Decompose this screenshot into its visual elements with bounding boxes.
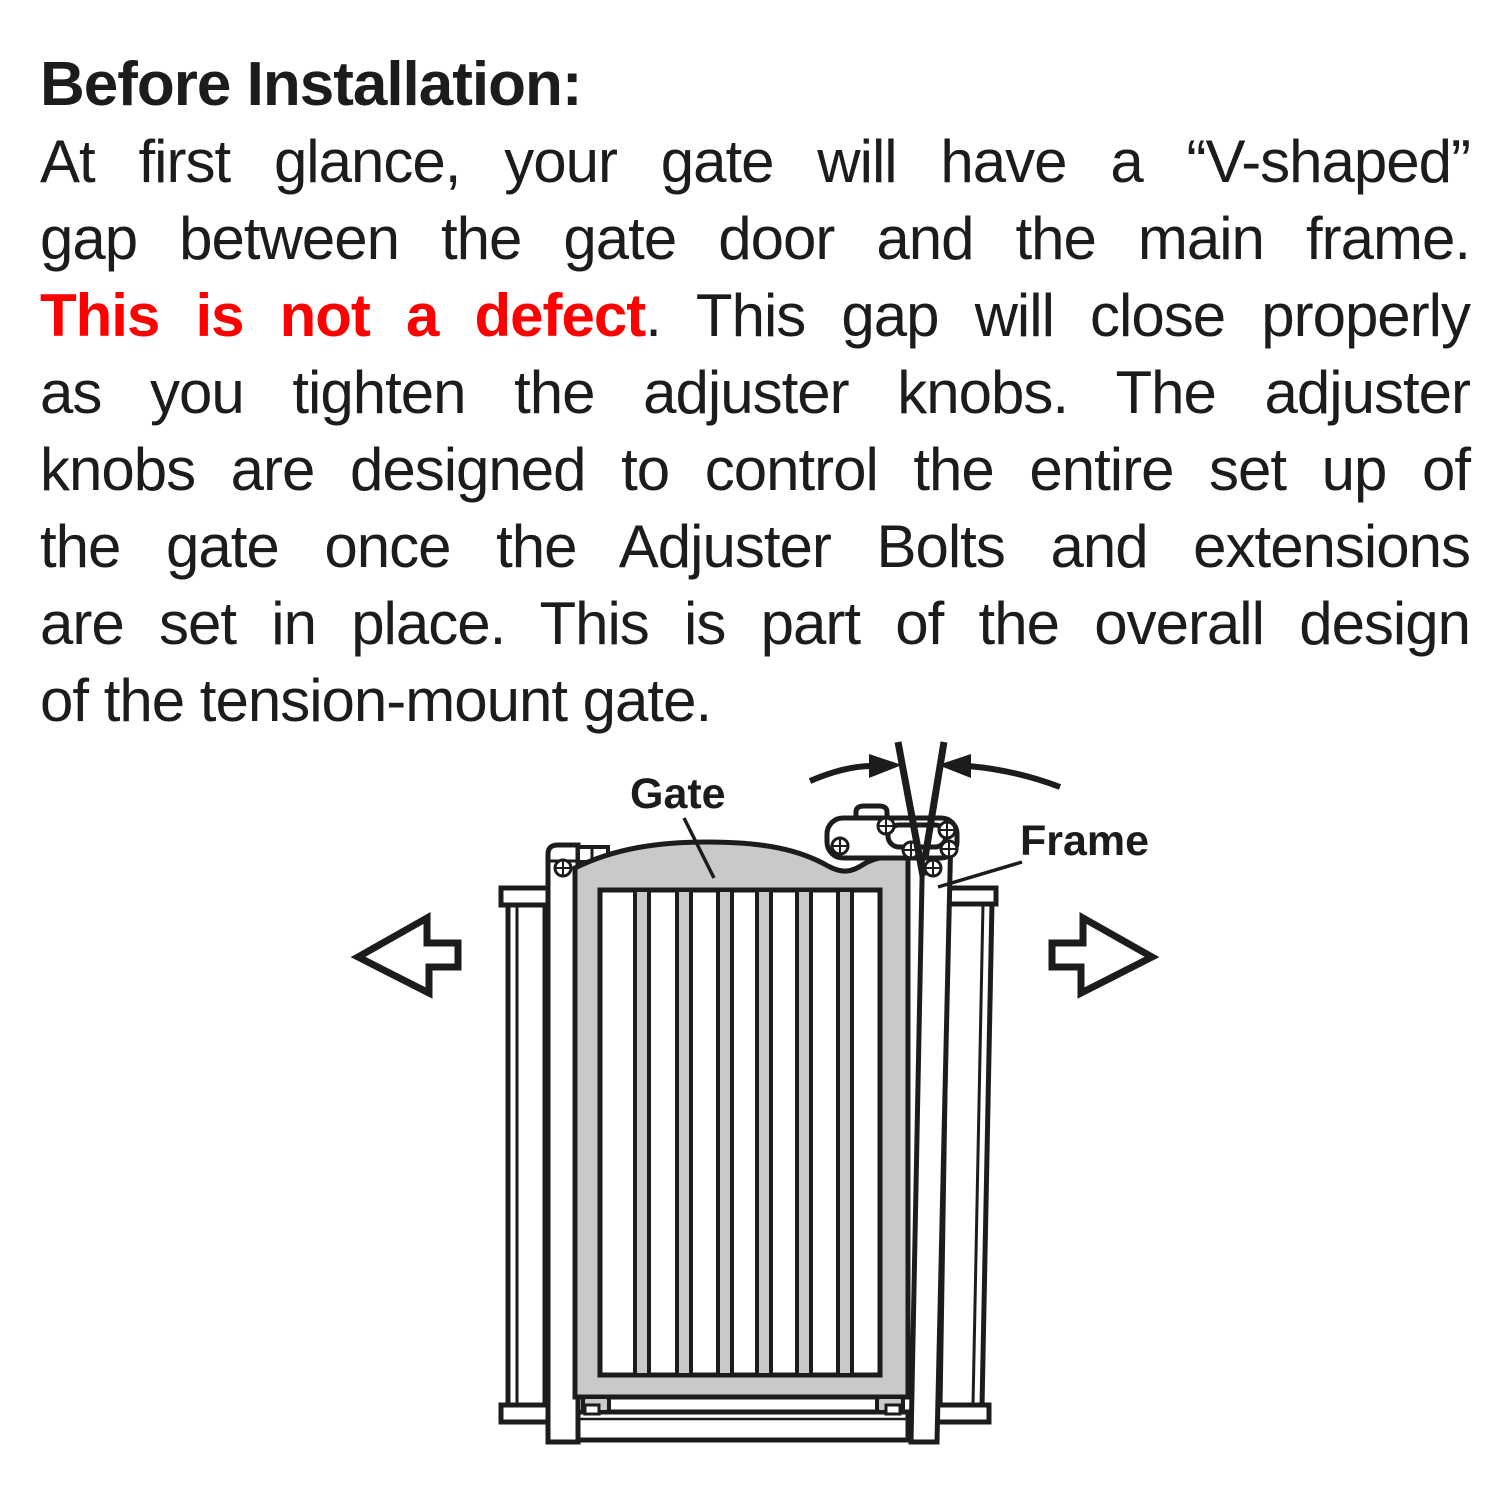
left-board-top-cap [501,888,549,905]
paragraph-text: . This gap will close properly [645,282,1470,349]
frame-bottom-bar [578,1412,908,1440]
highlighted-text: This is not a defect [40,282,646,349]
section-heading: Before Installation: [40,50,582,119]
paragraph-text: are set in place. This is part of the overall design [40,590,1470,657]
screw-icon [878,818,894,834]
right-board-top-cap [946,888,996,904]
paragraph-text: as you tighten the adjuster knobs. The adjuster [40,359,1470,426]
screw-icon [555,860,571,876]
move-right-arrow-icon [1052,918,1152,993]
paragraph-text: gap between the gate door and the main frame. [40,205,1470,272]
screw-icon [939,822,955,838]
frame-label: Frame [1020,817,1150,865]
paragraph-text: of the tension-mount gate. [40,667,712,734]
screw-icon [832,838,848,854]
left-pressure-board [501,888,549,1422]
gate-bars [635,890,852,1375]
right-board-bottom-cap [935,1405,989,1422]
paragraph-text: the gate once the Adjuster Bolts and extensions [40,513,1470,580]
left-board-bottom-cap [501,1405,549,1422]
move-left-arrow-icon [358,918,458,993]
gate-label: Gate [630,770,726,818]
gate-door [575,842,908,1414]
screw-icon [941,841,957,857]
paragraph-text: knobs are designed to control the entire set up of [40,436,1470,503]
paragraph-text: At first glance, your gate will have a “V-shaped” [40,128,1470,195]
screw-icon [925,860,941,876]
